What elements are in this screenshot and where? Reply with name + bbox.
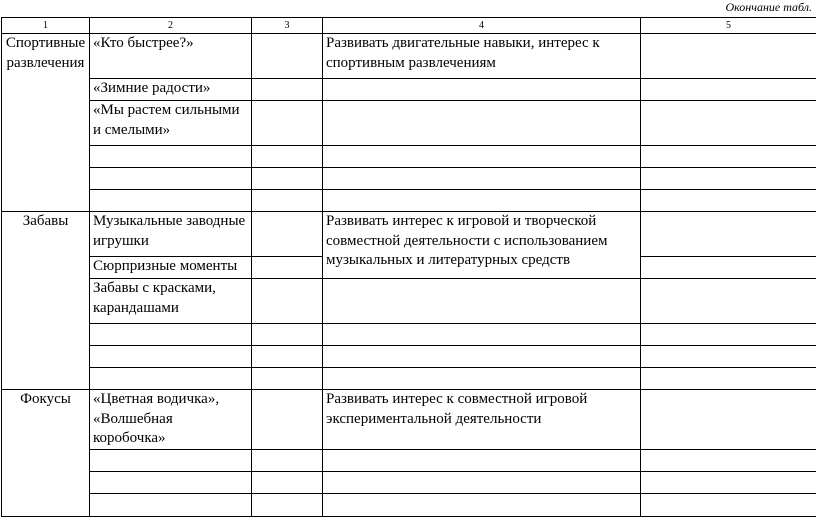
empty-cell — [252, 279, 323, 324]
activities-table — [1, 17, 816, 517]
empty-cell — [252, 146, 323, 168]
table-row — [2, 390, 816, 450]
empty-cell — [252, 212, 323, 257]
activity-cell: «Цветная водичка», «Волшебная коробочка» — [90, 390, 252, 450]
empty-cell — [641, 79, 816, 101]
empty-cell — [641, 324, 816, 346]
empty-cell — [641, 257, 816, 279]
empty-cell — [641, 146, 816, 168]
empty-cell — [90, 368, 252, 390]
column-number: 1 — [2, 18, 90, 34]
empty-cell — [252, 324, 323, 346]
activity-cell: Забавы с красками, карандашами — [90, 279, 252, 324]
empty-cell — [323, 146, 641, 168]
table-row — [2, 324, 816, 346]
empty-cell — [323, 101, 641, 146]
empty-cell — [641, 101, 816, 146]
table-row — [2, 34, 816, 79]
empty-cell — [323, 493, 641, 516]
activity-cell — [90, 146, 252, 168]
empty-cell — [323, 168, 641, 190]
empty-cell — [641, 168, 816, 190]
activity-cell: «Кто быстрее?» — [90, 34, 252, 79]
empty-cell — [323, 368, 641, 390]
empty-cell — [641, 368, 816, 390]
table-row — [2, 279, 816, 324]
empty-cell — [641, 449, 816, 471]
table-row — [2, 190, 816, 212]
goal-cell: Развивать двигательные навыки, интерес к спортивным развлечениям — [323, 34, 641, 79]
category-sports: Спортивные развлечения — [2, 34, 90, 212]
empty-cell — [641, 279, 816, 324]
empty-cell — [641, 212, 816, 257]
activity-cell — [90, 168, 252, 190]
table-row — [2, 79, 816, 101]
empty-cell — [641, 493, 816, 516]
empty-cell — [641, 346, 816, 368]
table-row — [2, 168, 816, 190]
table-continuation-caption: Окончание табл. — [725, 0, 812, 15]
empty-cell — [641, 390, 816, 450]
activity-cell: «Зимние радости» — [90, 79, 252, 101]
table-row — [2, 212, 816, 257]
activity-cell: Сюрпризные моменты — [90, 257, 252, 279]
empty-cell — [323, 79, 641, 101]
empty-cell — [252, 257, 323, 279]
column-number: 3 — [252, 18, 323, 34]
category-tricks: Фокусы — [2, 390, 90, 517]
empty-cell — [323, 471, 641, 493]
empty-cell — [252, 34, 323, 79]
empty-cell — [252, 79, 323, 101]
column-number: 4 — [323, 18, 641, 34]
goal-cell: Развивать интерес к совместной игровой экспериментальной деятельности — [323, 390, 641, 450]
empty-cell — [252, 493, 323, 516]
activity-cell — [90, 346, 252, 368]
empty-cell — [323, 346, 641, 368]
column-number: 2 — [90, 18, 252, 34]
empty-cell — [641, 34, 816, 79]
goal-cell: Развивать интерес к игровой и творческой совместной деятельности с использованием музыкальных и литературных средств — [323, 212, 641, 279]
table-row — [2, 471, 816, 493]
activity-cell — [90, 324, 252, 346]
empty-cell — [641, 471, 816, 493]
activity-cell: Музыкальные заводные игрушки — [90, 212, 252, 257]
table-row — [2, 101, 816, 146]
category-fun: Забавы — [2, 212, 90, 390]
empty-cell — [323, 324, 641, 346]
empty-cell — [252, 390, 323, 450]
table-row — [2, 493, 816, 516]
activity-cell: «Мы растем сильными и смелыми» — [90, 101, 252, 146]
table-row — [2, 368, 816, 390]
empty-cell — [323, 190, 641, 212]
empty-cell — [252, 449, 323, 471]
empty-cell — [252, 368, 323, 390]
empty-cell — [252, 190, 323, 212]
empty-cell — [90, 493, 252, 516]
table-row — [2, 449, 816, 471]
column-number-row — [2, 18, 816, 34]
empty-cell — [90, 190, 252, 212]
empty-cell — [252, 346, 323, 368]
empty-cell — [641, 190, 816, 212]
activity-cell — [90, 449, 252, 471]
table-row — [2, 346, 816, 368]
empty-cell — [252, 168, 323, 190]
table-row — [2, 146, 816, 168]
empty-cell — [323, 449, 641, 471]
empty-cell — [252, 471, 323, 493]
empty-cell — [323, 279, 641, 324]
column-number: 5 — [641, 18, 816, 34]
empty-cell — [252, 101, 323, 146]
activity-cell — [90, 471, 252, 493]
